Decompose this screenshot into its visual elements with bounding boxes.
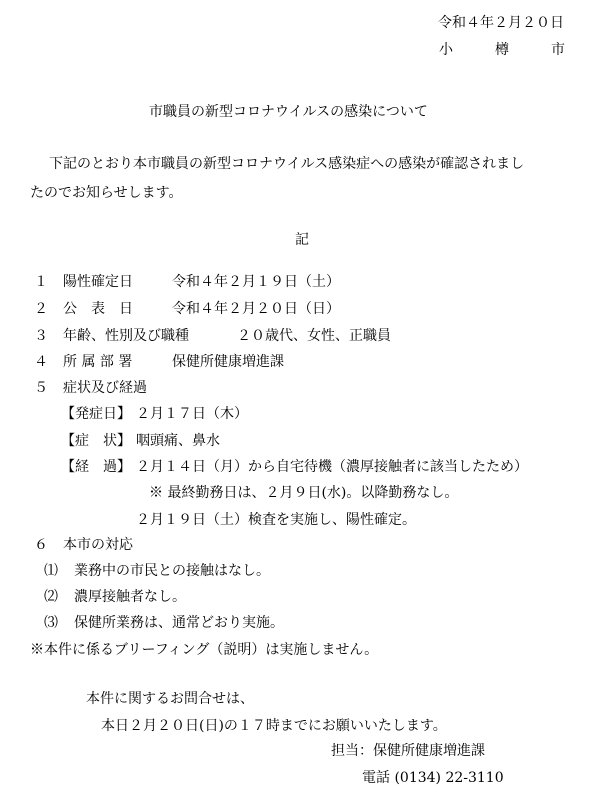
response-heading: 本市の対応 — [63, 537, 133, 553]
item-4-label: 所 属 部 署 — [63, 354, 133, 370]
item-2-number: ２ — [34, 301, 48, 317]
organization-name — [0, 43, 600, 63]
contact-phone: 電話 (0134) 22-3110 — [362, 770, 504, 786]
org-char-3: 市 — [551, 42, 565, 58]
course-label: 【経 過】 — [61, 459, 131, 475]
response-item-3-text: 保健所業務は、通常どおり実施。 — [74, 615, 284, 631]
item-1-label: 陽性確定日 — [63, 274, 133, 290]
item-5-number: ５ — [34, 380, 48, 396]
document-title: 市職員の新型コロナウイルスの感染について — [149, 104, 428, 120]
response-item-1-text: 業務中の市民との接触はなし。 — [74, 563, 270, 579]
item-2-label: 公 表 日 — [63, 301, 133, 317]
onset-value: ２月１７日（木） — [136, 406, 248, 422]
item-2-value: 令和４年２月２０日（日） — [172, 301, 340, 317]
response-item-3-number: ⑶ — [44, 615, 58, 631]
item-3-number: ３ — [34, 328, 48, 344]
onset-label: 【発症日】 — [61, 406, 131, 422]
document-date: 令和４年２月２０日 — [438, 15, 564, 31]
contact-line-1: 本件に関するお問合せは、 — [86, 691, 254, 707]
contact-line-2: 本日２月２０日(日)の１７時までにお願いいたします。 — [101, 718, 447, 734]
item-3-label: 年齢、性別及び職種 — [63, 328, 189, 344]
response-item-2-number: ⑵ — [44, 589, 58, 605]
item-4-number: ４ — [34, 354, 48, 370]
item-5-label: 症状及び経過 — [63, 380, 147, 396]
response-number: ６ — [34, 537, 48, 553]
contact-person: 担当：保健所健康増進課 — [331, 743, 485, 759]
last-work-note: ※ 最終勤務日は、２月９日(水)。以降勤務なし。 — [149, 485, 459, 501]
response-item-1-number: ⑴ — [44, 563, 58, 579]
org-char-2: 樽 — [495, 42, 509, 58]
item-1-number: １ — [34, 274, 48, 290]
response-item-2-text: 濃厚接触者なし。 — [74, 589, 186, 605]
item-1-value: 令和４年２月１９日（土） — [172, 274, 340, 290]
intro-line-1: 下記のとおり本市職員の新型コロナウイルス感染症への感染が確認されまし — [49, 156, 525, 172]
symptom-label: 【症 状】 — [61, 433, 131, 449]
test-line: ２月１９日（土）検査を実施し、陽性確定。 — [136, 512, 416, 528]
org-char-1: 小 — [439, 42, 453, 58]
item-3-value: ２０歳代、女性、正職員 — [237, 328, 391, 344]
item-4-value: 保健所健康増進課 — [172, 354, 284, 370]
symptom-value: 咽頭痛、鼻水 — [136, 433, 220, 449]
ki-heading: 記 — [295, 232, 309, 248]
briefing-note: ※本件に係るブリーフィング（説明）は実施しません。 — [30, 642, 379, 658]
intro-line-2: たのでお知らせします。 — [30, 185, 183, 201]
course-value: ２月１４日（月）から自宅待機（濃厚接触者に該当したため） — [136, 459, 528, 475]
